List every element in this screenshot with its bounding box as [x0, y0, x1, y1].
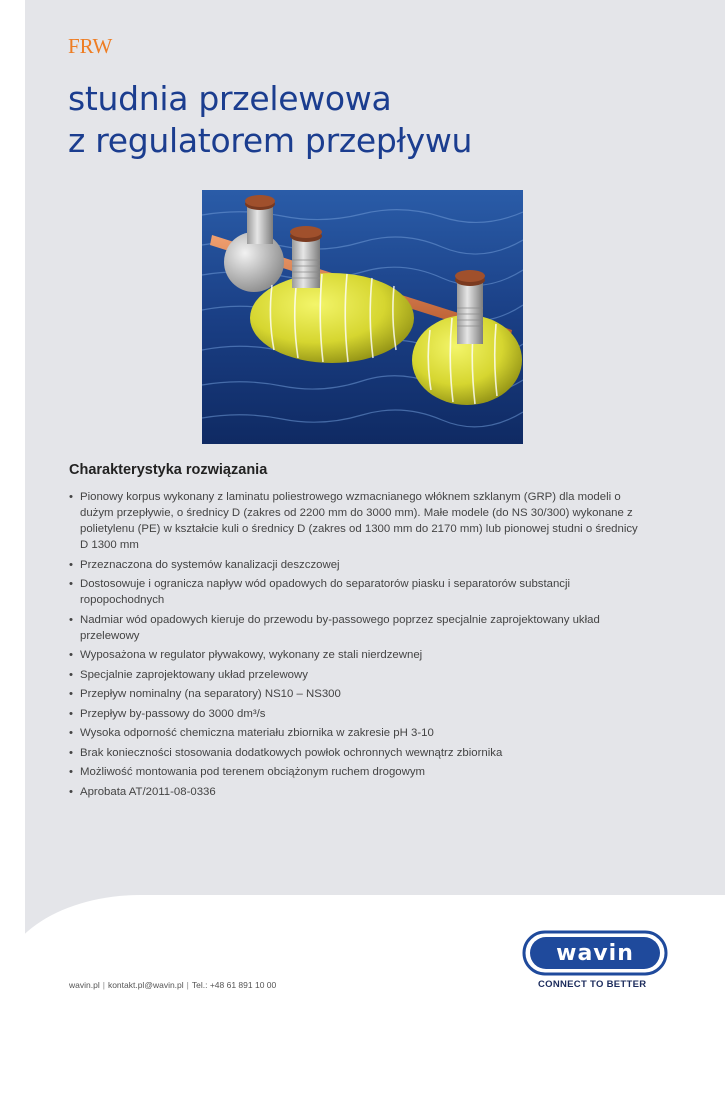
footer-contact [69, 980, 276, 990]
page-title [68, 78, 472, 162]
list-item: • Przepływ nominalny (na separatory) NS10 – NS300 [69, 686, 639, 702]
features-list [69, 489, 639, 803]
footer-email-link[interactable]: kontakt.pl@wavin.pl [107, 980, 184, 990]
product-illustration [202, 190, 523, 444]
list-item: • Wyposażona w regulator pływakowy, wykonany ze stali nierdzewnej [69, 647, 639, 663]
product-code: FRW [68, 34, 113, 58]
list-item: • Specjalnie zaprojektowany układ przelewowy [69, 667, 639, 683]
list-item: • Nadmiar wód opadowych kieruje do przewodu by-passowego poprzez specjalnie zaprojektowany układ przelewowy [69, 612, 639, 644]
list-item: • Przeznaczona do systemów kanalizacji deszczowej [69, 557, 639, 573]
logo-text: wavin [556, 941, 634, 966]
footer-phone: Tel.: +48 61 891 10 00 [191, 980, 277, 990]
list-item: • Możliwość montowania pod terenem obciążonym ruchem drogowym [69, 764, 639, 780]
list-item: • Przepływ by-passowy do 3000 dm³/s [69, 706, 639, 722]
title-line-1: studnia przelewowa [68, 79, 392, 118]
wavin-logo [522, 930, 668, 976]
title-line-2: z regulatorem przepływu [68, 121, 473, 160]
list-item: • Aprobata AT/2011-08-0336 [69, 784, 639, 800]
footer-separator: | [186, 980, 189, 990]
brand-tagline: CONNECT TO BETTER [538, 979, 647, 990]
features-heading: Charakterystyka rozwiązania [69, 462, 268, 478]
list-item: • Brak konieczności stosowania dodatkowych powłok ochronnych wewnątrz zbiornika [69, 745, 639, 761]
footer-separator: | [102, 980, 105, 990]
list-item: • Dostosowuje i ogranicza napływ wód opadowych do separatorów piasku i separatorów substancji ropopochodnych [69, 576, 639, 608]
list-item: • Wysoka odporność chemiczna materiału zbiornika w zakresie pH 3-10 [69, 725, 639, 741]
footer-website-link[interactable]: wavin.pl [69, 980, 100, 990]
list-item: • Pionowy korpus wykonany z laminatu poliestrowego wzmacnianego włóknem szklanym (GRP) dla modeli o dużym przepływie, o średnicy D (zakres od 2200 mm do 3000 mm). Małe modele (do NS 30/300) wykonane z polietylenu (PE) w kształcie kuli o średnicy D (zakres od 1300 mm do 2170 mm) lub pionowej studni o średnicy D 1300 mm [69, 489, 639, 553]
page-corner-curve [0, 895, 725, 1095]
